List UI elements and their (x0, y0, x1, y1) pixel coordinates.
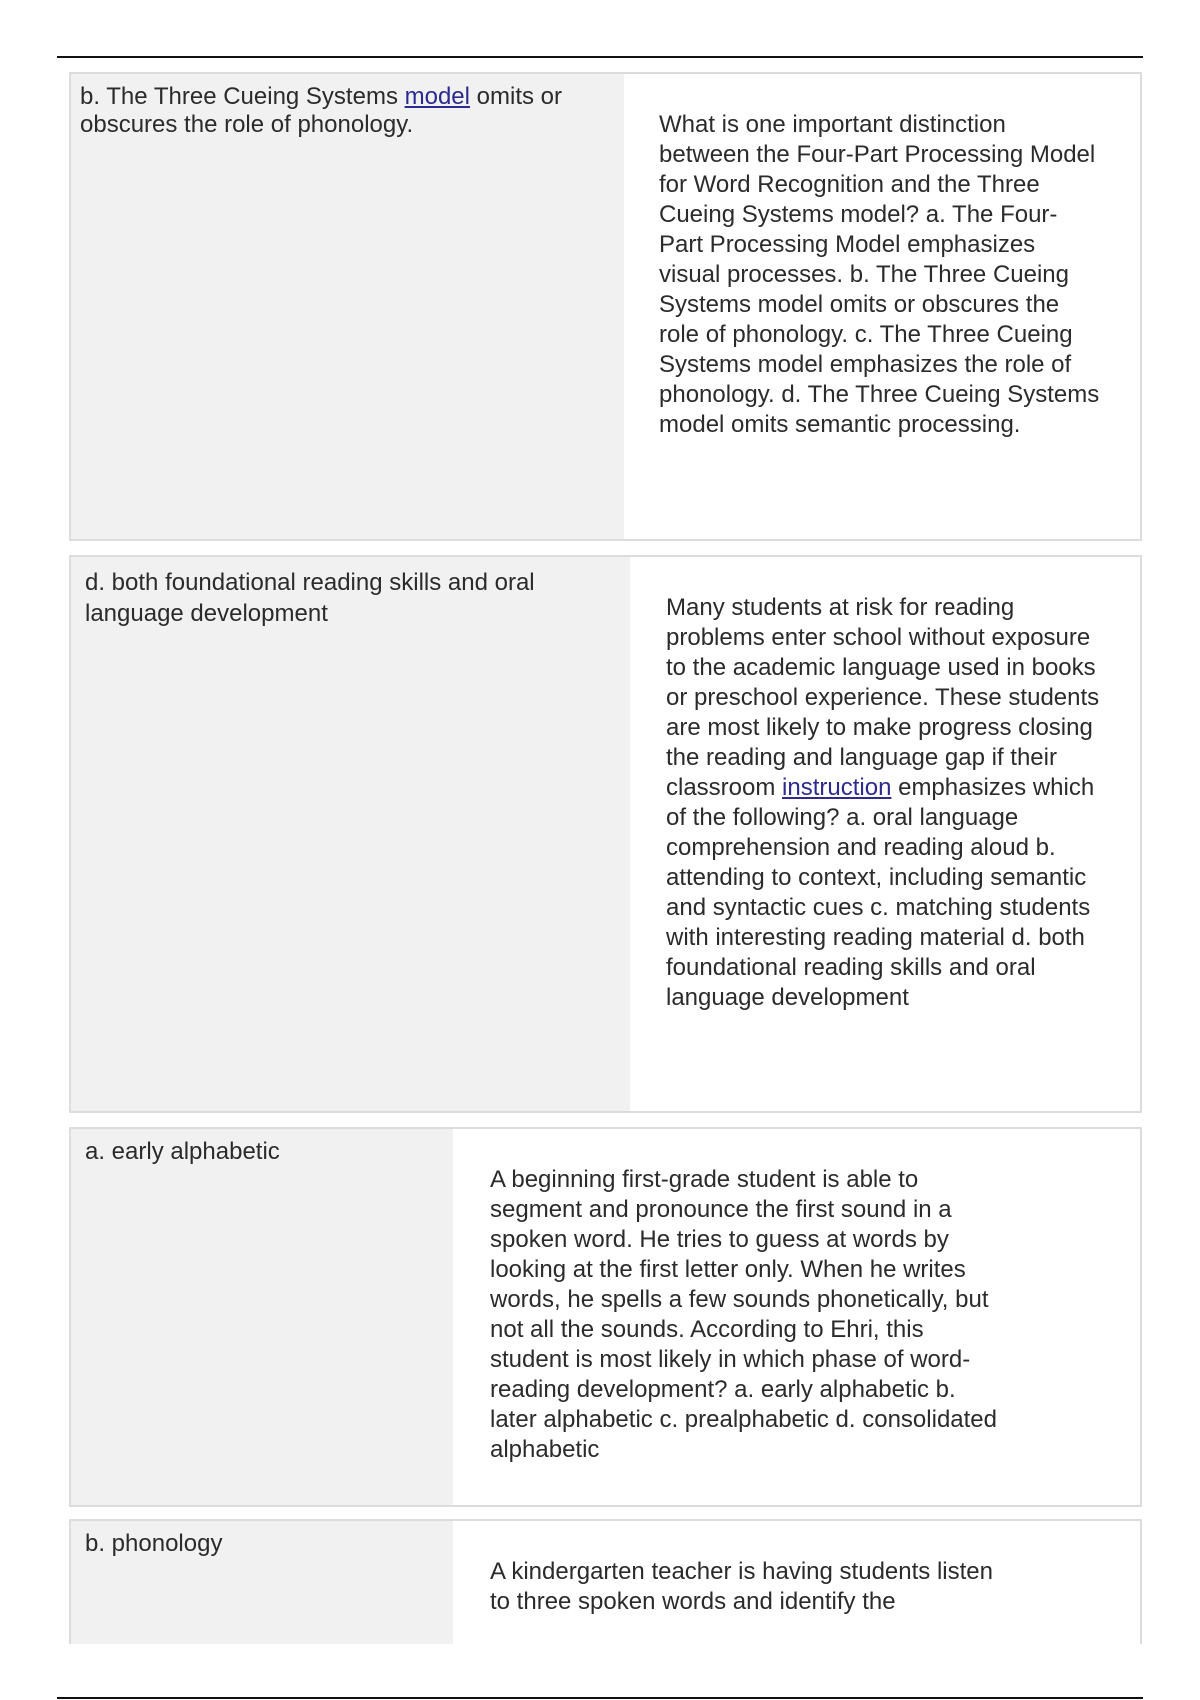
flashcard-answer: a. early alphabetic (85, 1138, 280, 1165)
flashcard-2 (69, 555, 1142, 1113)
flashcard-answer: b. phonology (85, 1530, 223, 1557)
flashcard-answer: d. both foundational reading skills and oral language development (85, 569, 535, 627)
flashcard-question: Many students at risk for reading problems enter school without exposure to the academic language used in books or preschool experience. These students are most likely to make progress closing the reading and language gap if their classroom instruction emphasizes which of the following? a. oral language comprehension and reading aloud b. attending to context, including semantic and syntactic cues c. matching students with interesting reading material d. both foundational reading skills and oral language development (630, 557, 1140, 1111)
flashcard-1 (69, 72, 1142, 541)
term-link-instruction[interactable]: instruction (782, 774, 892, 801)
flashcard-question: What is one important distinction between the Four-Part Processing Model for Word Recognition and the Three Cueing Systems model? a. The Four-Part Processing Model emphasizes visual processes. b. The Three Cueing Systems model omits or obscures the role of phonology. c. The Three Cueing Systems model emphasizes the role of phonology. d. The Three Cueing Systems model omits semantic processing. (624, 74, 1140, 539)
flashcard-question: A kindergarten teacher is having students listen to three spoken words and identify the (453, 1521, 1140, 1644)
flashcard-3 (69, 1127, 1142, 1507)
footer-rule (57, 1697, 1143, 1699)
flashcard-answer: b. The Three Cueing Systems model omits or obscures the role of phonology. (80, 83, 562, 138)
flashcard-question: A beginning first-grade student is able to segment and pronounce the first sound in a spoken word. He tries to guess at words by looking at the first letter only. When he writes words, he spells a few sounds phonetically, but not all the sounds. According to Ehri, this student is most likely in which phase of word-reading development? a. early alphabetic b. later alphabetic c. prealphabetic d. consolidated alphabetic (453, 1129, 1140, 1505)
flashcard-4 (69, 1519, 1142, 1644)
header-rule (57, 56, 1143, 58)
term-link-model[interactable]: model (404, 83, 470, 110)
